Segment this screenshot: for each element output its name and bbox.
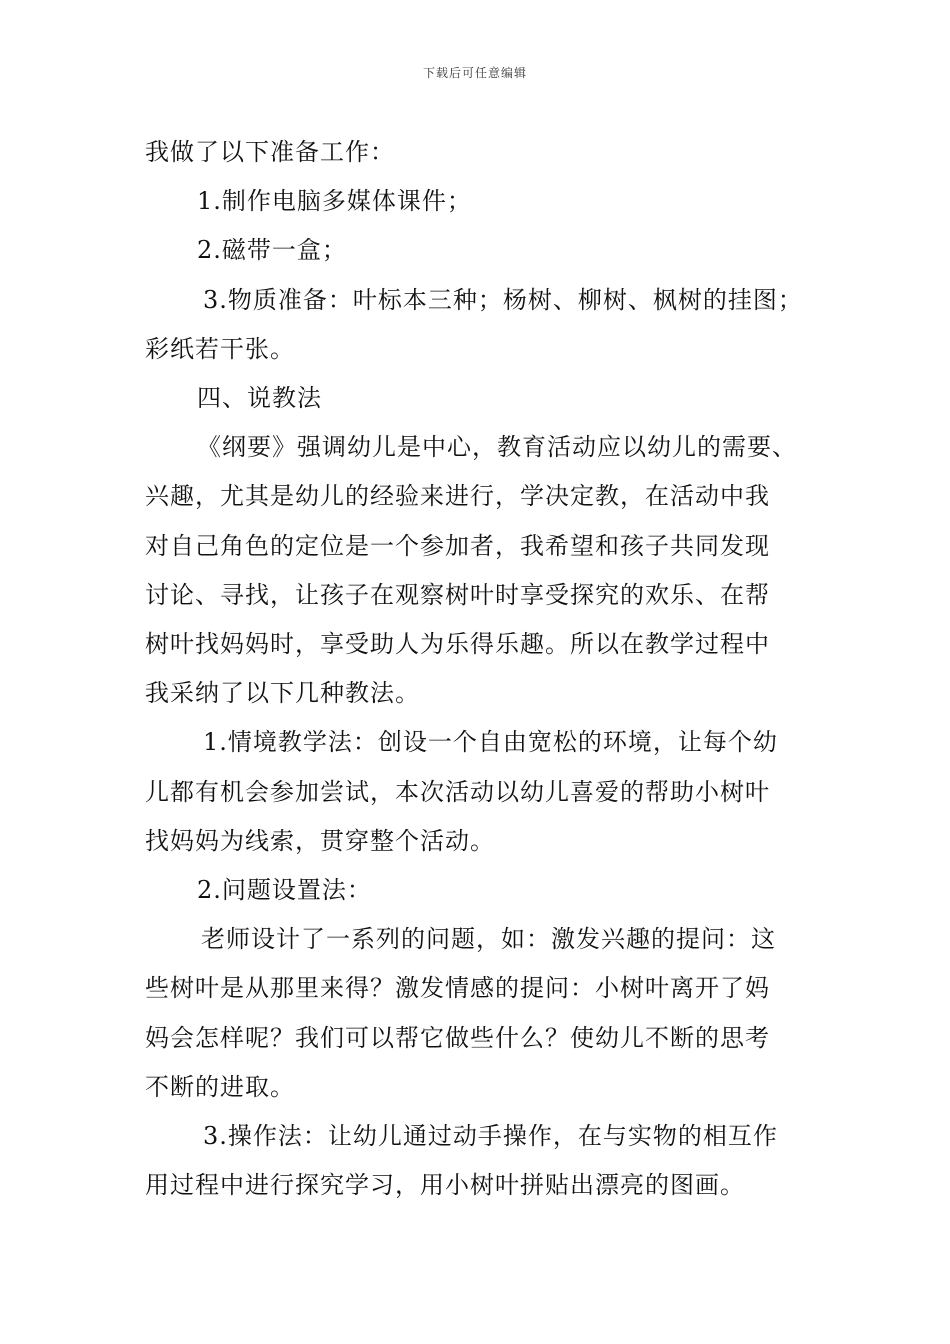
text-line: 儿都有机会参加尝试，本次活动以幼儿喜爱的帮助小树叶 xyxy=(145,777,770,806)
text-line: 找妈妈为线索，贯穿整个活动。 xyxy=(145,826,495,855)
document-body xyxy=(145,128,825,1210)
text-line: 对自己角色的定位是一个参加者，我希望和孩子共同发现 xyxy=(145,531,770,560)
list-item: 1.制作电脑多媒体课件； xyxy=(197,187,472,216)
text-line: 树叶找妈妈时，享受助人为乐得乐趣。所以在教学过程中 xyxy=(145,630,770,659)
text-line: 妈会怎样呢？我们可以帮它做些什么？使幼儿不断的思考 xyxy=(145,1023,770,1052)
text-line: 《纲要》强调幼儿是中心，教育活动应以幼儿的需要、 xyxy=(197,433,797,462)
text-line: 兴趣，尤其是幼儿的经验来进行，学决定教，在活动中我 xyxy=(145,482,770,511)
text-line: 彩纸若干张。 xyxy=(145,334,295,363)
list-item: 3.操作法：让幼儿通过动手操作，在与实物的相互作 xyxy=(203,1122,778,1151)
list-item: 1.情境教学法：创设一个自由宽松的环境，让每个幼 xyxy=(203,728,778,757)
text-line: 我做了以下准备工作： xyxy=(145,138,395,166)
list-item: 2.磁带一盒； xyxy=(197,236,347,265)
list-item: 3.物质准备：叶标本三种；杨树、柳树、枫树的挂图； xyxy=(203,285,803,314)
text-line: 不断的进取。 xyxy=(145,1072,295,1101)
text-line: 我采纳了以下几种教法。 xyxy=(145,679,420,708)
text-line: 些树叶是从那里来得？激发情感的提问：小树叶离开了妈 xyxy=(145,974,770,1003)
page-header-note: 下载后可任意编辑 xyxy=(422,66,527,80)
text-line: 讨论、寻找，让孩子在观察树叶时享受探究的欢乐、在帮 xyxy=(145,580,770,609)
text-line: 用过程中进行探究学习，用小树叶拼贴出漂亮的图画。 xyxy=(145,1171,745,1200)
text-line: 老师设计了一系列的问题，如：激发兴趣的提问：这 xyxy=(201,925,776,954)
section-heading: 四、说教法 xyxy=(197,384,322,413)
list-item: 2.问题设置法： xyxy=(197,876,372,905)
